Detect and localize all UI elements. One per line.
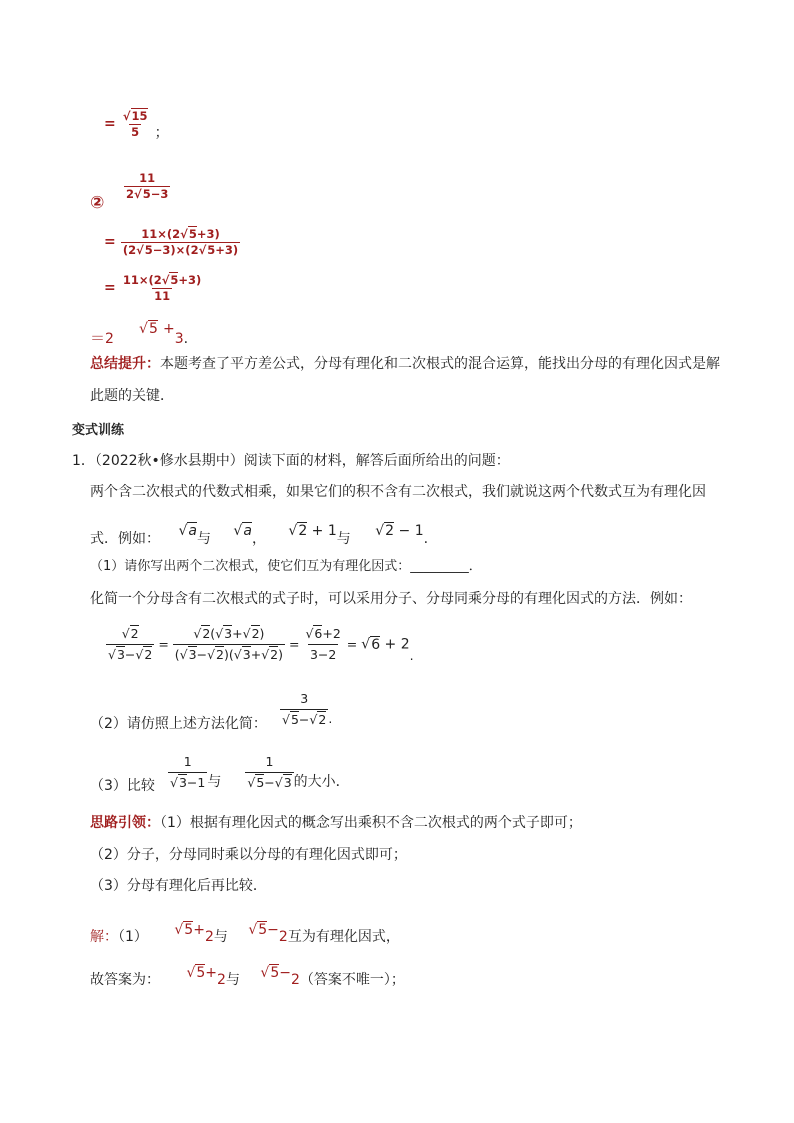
answer-line2: 故答案为： √5+2与 √5−2（答案不唯一）； [90,965,405,988]
hint-1: 思路引领：（1）根据有理化因式的概念写出乘积不含二次根式的两个式子即可； [90,815,582,831]
question-2: （2）请仿照上述方法化简： [90,716,267,732]
item2-marker: ② [90,193,105,213]
final-line: ＝2 √5 +3. [90,321,189,347]
question-2-fraction: $\frac{3}{√5-√2}$ . [282,691,333,727]
step3-line [104,274,203,303]
step1-denominator: 5 [131,125,140,139]
item2-denominator: 2√5−3 [126,187,169,201]
problem-para1: 两个含二次根式的代数式相乘，如果它们的积不含有二次根式，我们就说这两个代数式互为有理化因 [90,484,706,500]
summary-label: 总结提升： [90,356,160,372]
summary-line2: 此题的关键． [90,388,174,404]
problem-source: 1．（2022秋•修水县期中）阅读下面的材料，解答后面所给出的问题： [72,453,510,469]
hint-3: （3）分母有理化后再比较． [90,878,267,894]
section-title: 变式训练 [72,423,125,438]
item2-fraction [124,172,170,201]
step1-line [104,110,169,140]
step3-fraction: $\frac{11\times(2√5+3)}{11}$ [122,273,202,303]
answer-line1: 解：（1） √5+2与 √5−2互为有理化因式， [90,922,400,945]
step1-fraction: $\frac{√15}{5}$ [122,109,148,139]
problem-examples: 式．例如： √a与 √a， √2 + 1与 √2 − 1. [90,523,429,547]
summary-line1 [90,355,720,373]
question-1: （1）请你写出两个二次根式，使它们互为有理化因式：_________． [90,559,482,574]
step1-numerator: 15 [131,109,148,123]
question-3: （3）比较 [90,778,155,794]
final-radical: √5 [139,321,158,337]
equals-sign: = [104,280,116,296]
hints-label: 思路引领： [90,815,160,831]
step1-suffix: ； [154,125,169,141]
equals-sign: = [104,234,116,250]
hint-2: （2）分子，分母同时乘以分母的有理化因式即可； [90,847,407,863]
step2-line [104,228,240,257]
demo-equation: $\frac{√2}{√3-√2}$ = $\frac{√2(√3+√2)}{(√3-√2)(√3+√2)}$ = $\frac{√6+2}{3-2}$ = √6 + 2. [108,626,414,663]
question-3-expr: $\frac{1}{√3-1}$ 与 $\frac{1}{√5-√3}$ 的大小． [170,754,350,790]
step2-fraction: $\frac{11\times(2√5+3)}{(2√5-3)\times(2√5+3)}$ [122,227,239,257]
problem-para2: 化简一个分母含有二次根式的式子时，可以采用分子、分母同乘分母的有理化因式的方法．例如： [90,591,692,607]
equals-sign: = [104,116,116,132]
item2-numerator: 11 [139,171,156,185]
summary-text: 本题考查了平方差公式，分母有理化和二次根式的混合运算，能找出分母的有理化因式是解 [160,356,720,372]
